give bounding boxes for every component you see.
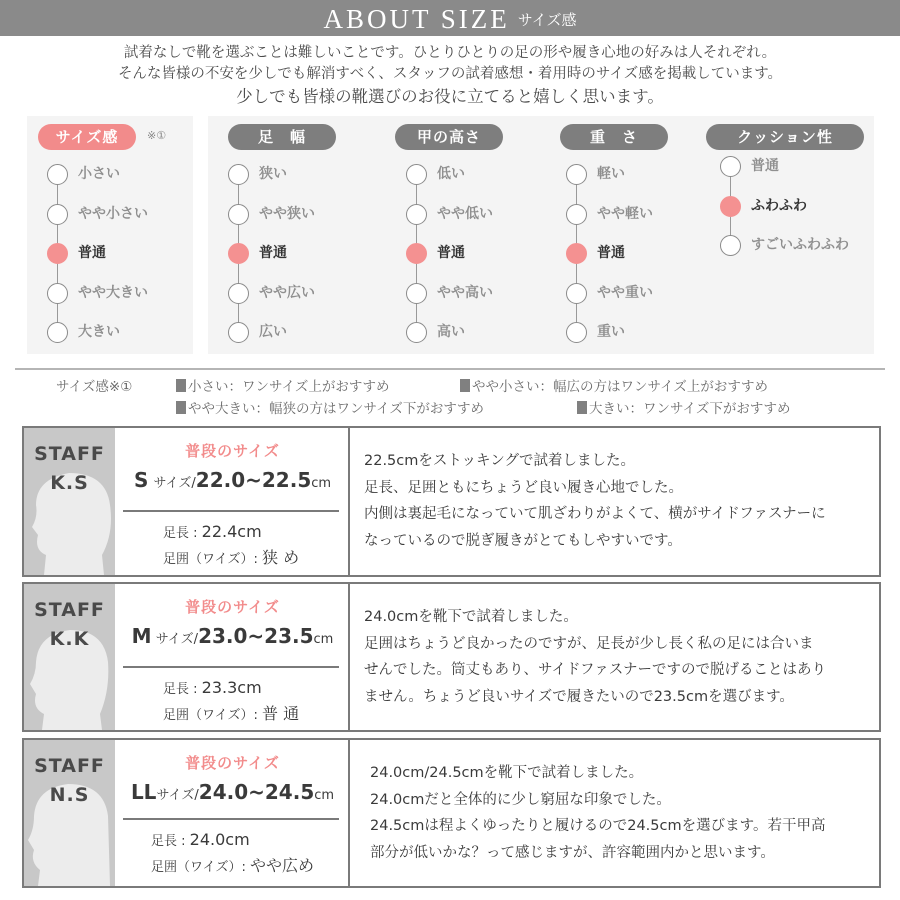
legend-item: やや小さい：幅広の方はワンサイズ上がおすすめ bbox=[460, 376, 768, 398]
scale-option: 狭い bbox=[228, 164, 315, 204]
usual-size-value: LLサイズ/24.0~24.5cm bbox=[130, 780, 335, 804]
title-english: ABOUT SIZE bbox=[323, 4, 510, 34]
staff-badge: STAFF K.S bbox=[24, 428, 115, 575]
scale-option-selected: ふわふわ bbox=[720, 196, 849, 236]
staff-size-info bbox=[115, 740, 350, 886]
usual-size-value: M サイズ/23.0~23.5cm bbox=[131, 624, 334, 648]
legend-item: 大きい：ワンサイズ下がおすすめ bbox=[577, 398, 791, 420]
radio-empty-icon bbox=[566, 204, 587, 225]
usual-size-label: 普段のサイズ bbox=[185, 754, 280, 772]
scale-option: やや軽い bbox=[566, 204, 653, 244]
category-weight bbox=[536, 116, 702, 354]
radio-filled-icon bbox=[47, 243, 68, 264]
foot-width: 狭 め bbox=[262, 548, 300, 567]
rating-scale bbox=[566, 164, 653, 362]
rating-scale bbox=[228, 164, 315, 362]
radio-empty-icon bbox=[566, 283, 587, 304]
staff-review-card bbox=[22, 738, 881, 888]
scale-option-selected: 普通 bbox=[406, 243, 493, 283]
legend-label: サイズ感※① bbox=[56, 379, 133, 395]
usual-size-label: 普段のサイズ bbox=[185, 598, 280, 616]
radio-empty-icon bbox=[406, 283, 427, 304]
radio-filled-icon bbox=[720, 196, 741, 217]
scale-option: 低い bbox=[406, 164, 493, 204]
radio-filled-icon bbox=[406, 243, 427, 264]
radio-empty-icon bbox=[720, 156, 741, 177]
scale-option: 大きい bbox=[47, 322, 148, 362]
radio-filled-icon bbox=[228, 243, 249, 264]
foot-measurements: 足長 : 22.4cm 足囲（ワイズ）: 狭 め bbox=[163, 522, 300, 567]
scale-option-selected: 普通 bbox=[228, 243, 315, 283]
radio-empty-icon bbox=[406, 322, 427, 343]
section-divider bbox=[15, 368, 885, 370]
staff-comment: 24.0cmを靴下で試着しました。 足囲はちょうど良かったのですが、足長が少し長く私の足には合いま せんでした。筒丈もあり、サイドファスナーですので脱げることはあり ません。ちょうど良いサイズで履きたいので23.5cmを選びます。 bbox=[364, 609, 826, 705]
scale-option: やや広い bbox=[228, 283, 315, 323]
staff-comment: 24.0cm/24.5cmを靴下で試着しました。 24.0cmだと全体的に少し窮屈な印象でした。 24.5cmは程よくゆったりと履けるので24.5cmを選びます。若干甲高 部分が低いかな？って感じますが、許容範囲内かと思います。 bbox=[370, 765, 826, 861]
radio-empty-icon bbox=[228, 283, 249, 304]
scale-option-selected: 普通 bbox=[566, 243, 653, 283]
square-bullet-icon bbox=[176, 401, 186, 414]
scale-option: 普通 bbox=[720, 156, 849, 196]
radio-empty-icon bbox=[406, 204, 427, 225]
staff-comment: 22.5cmをストッキングで試着しました。 足長、足囲ともにちょうど良い履き心地でした。 内側は裏起毛になっていて肌ざわりがよくて、横がサイドファスナーに なっているので脱ぎ履きがとてもしやすいです。 bbox=[364, 453, 826, 549]
footnote-marker: ※① bbox=[147, 129, 167, 142]
radio-empty-icon bbox=[47, 283, 68, 304]
usual-size-label: 普段のサイズ bbox=[185, 442, 280, 460]
square-bullet-icon bbox=[577, 401, 587, 414]
category-title: 足 幅 bbox=[228, 124, 336, 150]
rating-scale bbox=[720, 156, 849, 275]
staff-size-info bbox=[115, 428, 350, 575]
radio-empty-icon bbox=[228, 322, 249, 343]
intro-line-2: そんな皆様の不安を少しでも解消すべく、スタッフの試着感想・着用時のサイズ感を掲載しています。 bbox=[117, 66, 783, 82]
category-size-feel bbox=[27, 116, 193, 354]
scale-option: やや高い bbox=[406, 283, 493, 323]
scale-option: すごいふわふわ bbox=[720, 235, 849, 275]
category-foot-width bbox=[208, 116, 374, 354]
staff-review-card bbox=[22, 426, 881, 577]
rating-scale bbox=[406, 164, 493, 362]
category-instep-height bbox=[372, 116, 538, 354]
radio-empty-icon bbox=[566, 322, 587, 343]
radio-empty-icon bbox=[228, 164, 249, 185]
scale-option: やや大きい bbox=[47, 283, 148, 323]
info-divider bbox=[123, 666, 339, 668]
staff-size-info bbox=[115, 584, 350, 730]
category-title: 甲の高さ bbox=[395, 124, 503, 150]
radio-empty-icon bbox=[47, 164, 68, 185]
foot-length: 22.4cm bbox=[201, 522, 262, 541]
foot-measurements: 足長 : 23.3cm 足囲（ワイズ）: 普 通 bbox=[163, 678, 300, 723]
scale-option: やや狭い bbox=[228, 204, 315, 244]
category-title: 重 さ bbox=[560, 124, 668, 150]
info-divider bbox=[123, 818, 339, 820]
scale-option: 重い bbox=[566, 322, 653, 362]
category-cushion bbox=[696, 116, 874, 354]
legend-item: やや大きい：幅狭の方はワンサイズ下がおすすめ bbox=[176, 398, 484, 420]
foot-width: 普 通 bbox=[262, 704, 300, 723]
staff-badge: STAFF K.K bbox=[24, 584, 115, 730]
square-bullet-icon bbox=[460, 379, 470, 392]
foot-length: 23.3cm bbox=[201, 678, 262, 697]
usual-size-value: S サイズ/22.0~22.5cm bbox=[133, 468, 332, 492]
radio-filled-icon bbox=[566, 243, 587, 264]
legend-item: 小さい：ワンサイズ上がおすすめ bbox=[176, 376, 390, 398]
foot-measurements: 足長 : 24.0cm 足囲（ワイズ）: やや広め bbox=[151, 830, 315, 875]
title-japanese: サイズ感 bbox=[517, 11, 577, 29]
foot-width: やや広め bbox=[250, 856, 315, 875]
column-divider bbox=[348, 740, 350, 886]
intro-line-1: 試着なしで靴を選ぶことは難しいことです。ひとりひとりの足の形や履き心地の好みは人それぞれ。 bbox=[123, 45, 777, 61]
staff-badge: STAFF N.S bbox=[24, 740, 115, 886]
radio-empty-icon bbox=[720, 235, 741, 256]
staff-review-card bbox=[22, 582, 881, 732]
scale-option: やや小さい bbox=[47, 204, 148, 244]
radio-empty-icon bbox=[228, 204, 249, 225]
scale-option: やや低い bbox=[406, 204, 493, 244]
radio-empty-icon bbox=[406, 164, 427, 185]
radio-empty-icon bbox=[566, 164, 587, 185]
scale-option: 軽い bbox=[566, 164, 653, 204]
scale-option: やや重い bbox=[566, 283, 653, 323]
intro-text bbox=[0, 42, 900, 109]
scale-option: 広い bbox=[228, 322, 315, 362]
scale-option: 小さい bbox=[47, 164, 148, 204]
category-title: サイズ感 bbox=[38, 124, 136, 150]
category-title: クッション性 bbox=[706, 124, 864, 150]
foot-length: 24.0cm bbox=[189, 830, 250, 849]
rating-scale bbox=[47, 164, 148, 362]
page-header bbox=[0, 0, 900, 36]
radio-empty-icon bbox=[47, 204, 68, 225]
square-bullet-icon bbox=[176, 379, 186, 392]
column-divider bbox=[348, 584, 350, 730]
intro-line-3: 少しでも皆様の靴選びのお役に立てると嬉しく思います。 bbox=[236, 87, 664, 106]
scale-option-selected: 普通 bbox=[47, 243, 148, 283]
info-divider bbox=[123, 510, 339, 512]
column-divider bbox=[348, 428, 350, 575]
radio-empty-icon bbox=[47, 322, 68, 343]
scale-option: 高い bbox=[406, 322, 493, 362]
